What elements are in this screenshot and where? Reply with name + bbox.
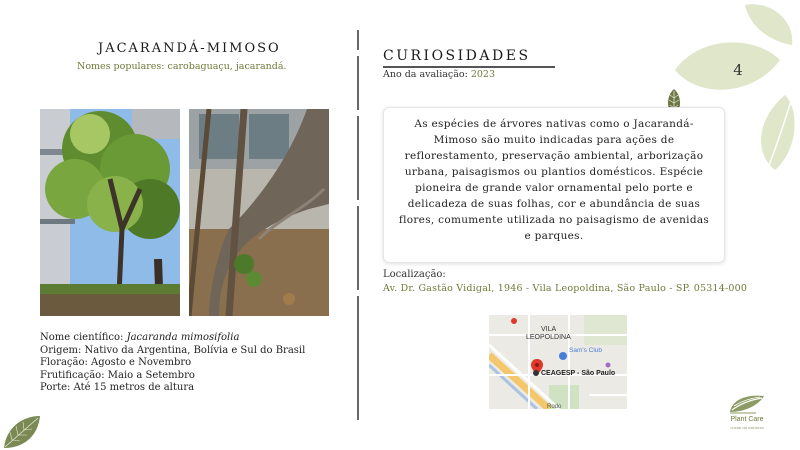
map-poi-icon [606, 363, 611, 368]
logo-name: Plant Care [730, 416, 764, 423]
fruiting-line: Frutificação: Maio a Setembro [40, 369, 195, 381]
flowering-line: Floração: Agosto e Novembro [40, 357, 192, 368]
curiosities-text: As espécies de árvores nativas como o Jacarandá-Mimoso são muito indicadas para ações de reflorestamento, preservação ambiental, arborização urbana, paisagismos ou plantios domésticos. Espécie pioneira de grande valor ornamental pelo porte e delicadeza de suas folhas, cor e abundância de suas flores, comumente utilizada no paisagismo de avenidas e parques. [398, 118, 710, 242]
scientific-name-line [40, 332, 320, 345]
map-poi-icon [511, 318, 517, 324]
location-address: Av. Dr. Gastão Vidigal, 1946 - Vila Leopoldina, São Paulo - SP. 05314-000 [383, 283, 748, 294]
map-neighborhood-line1: VILA [541, 326, 557, 333]
popular-names: Nomes populares: carobaguaçu, jacarandá. [77, 61, 287, 72]
corner-leaf-icon [2, 414, 42, 450]
scientific-name-label: Nome científico: [40, 332, 127, 343]
map-neighborhood-line2: LEOPOLDINA [526, 334, 571, 341]
location-map[interactable] [489, 315, 627, 409]
tree-photo-canopy [40, 109, 180, 316]
year-value: 2023 [470, 69, 496, 80]
origin-line: Origem: Nativo da Argentina, Bolívia e Sul do Brasil [40, 344, 306, 356]
species-facts [40, 332, 320, 395]
leaf-shape [745, 4, 792, 45]
curiosities-title: CURIOSIDADES [383, 48, 531, 64]
plant-care-logo-icon [726, 392, 768, 414]
page-title: JACARANDÁ-MIMOSO [98, 41, 281, 56]
tree-photo-trunk [189, 109, 329, 316]
store-marker [559, 352, 567, 360]
size-line: Porte: Até 15 metros de altura [40, 382, 195, 393]
scientific-name: Jacaranda mimosifolia [126, 332, 240, 343]
year-label: Ano da avaliação: [383, 69, 471, 80]
evaluation-year [383, 69, 495, 80]
location-label: Localização: [383, 269, 446, 280]
map-place: CEAGESP - São Paulo [541, 370, 616, 377]
logo-tagline: cuidar da natureza [730, 425, 764, 430]
map-street: Rodo [547, 404, 562, 409]
curiosities-box [383, 107, 725, 263]
map-store: Sam's Club [569, 347, 603, 354]
title-underline [383, 66, 555, 68]
vertical-divider [356, 30, 360, 420]
page-number: 4 [733, 61, 743, 79]
